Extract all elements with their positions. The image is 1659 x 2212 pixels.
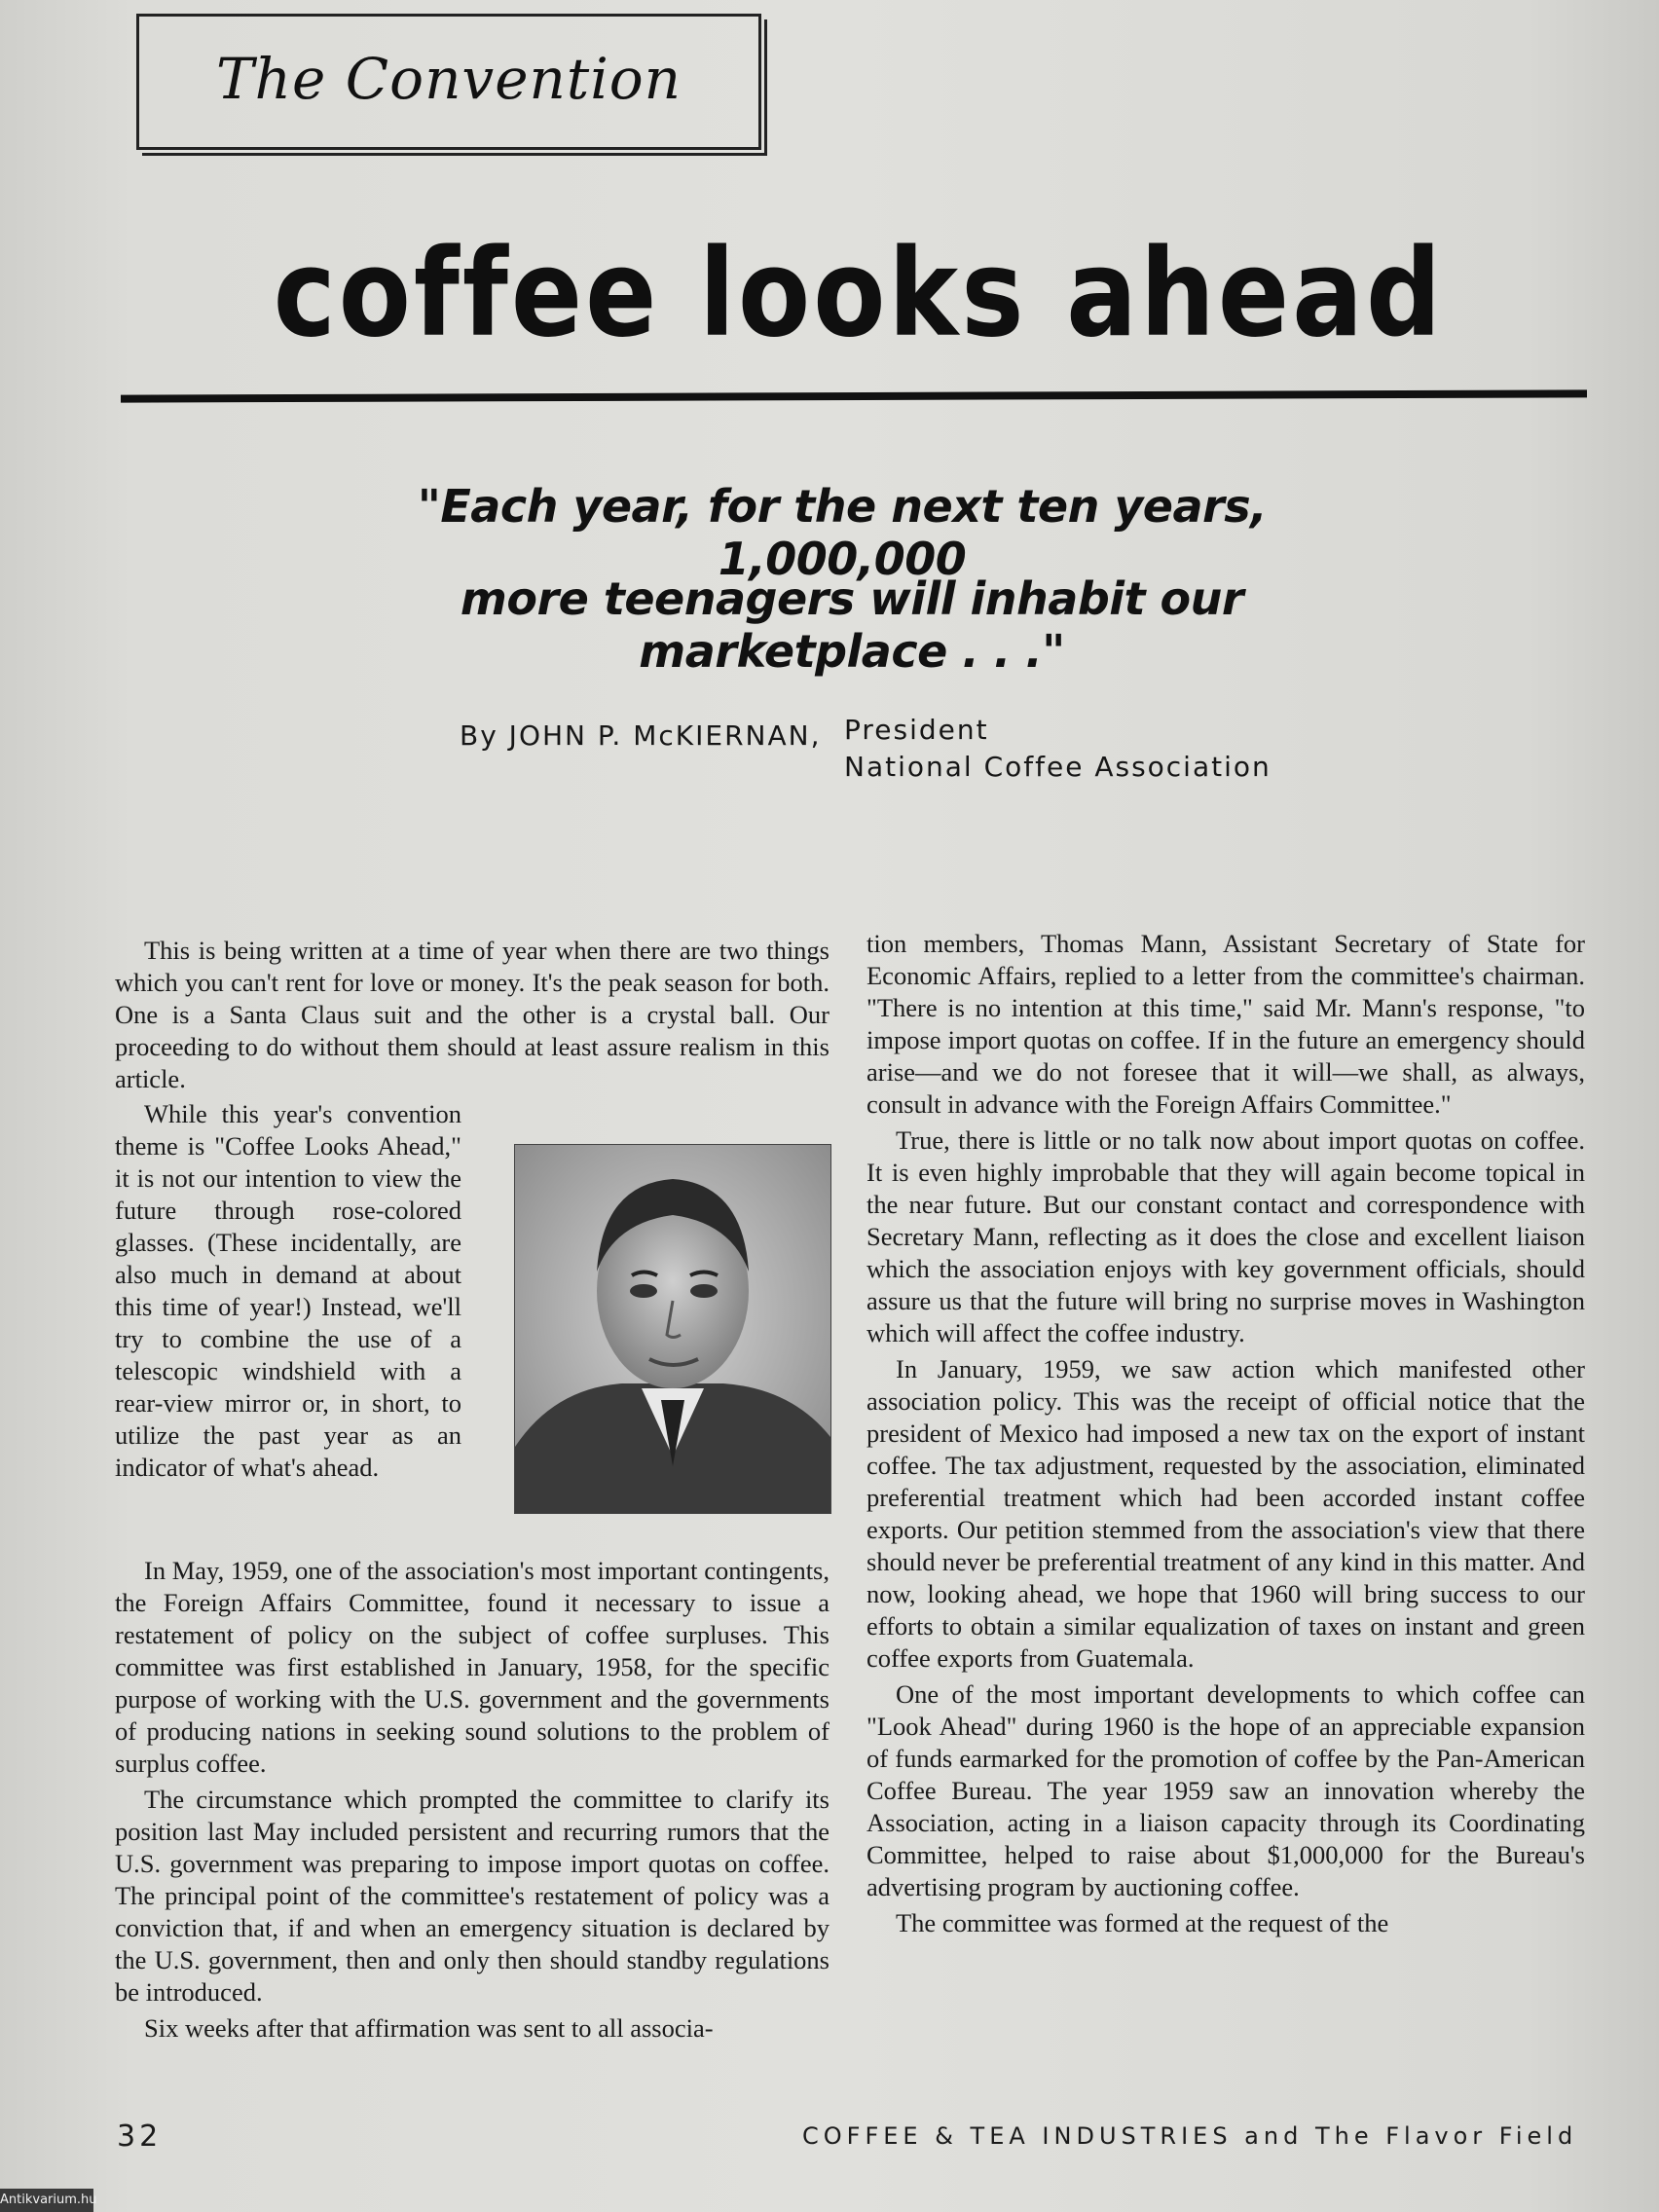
article-column-left-wrap	[115, 1098, 461, 1484]
article-paragraph: The committee was formed at the request of the	[896, 1908, 1389, 1937]
magazine-footer: COFFEE & TEA INDUSTRIES and The Flavor Field	[802, 2122, 1578, 2150]
site-watermark: Antikvarium.hu	[0, 2189, 93, 2212]
article-column-left-bottom	[115, 1555, 830, 2045]
article-paragraph: In May, 1959, one of the association's most important contingents, the Foreign Affairs Committee, found it necessary to issue a restatement of policy on the subject of coffee surpluses. This committee was first established in January, 1958, for the specific purpose of working with the U.S. government and the governments of producing nations in seeking sound solutions to the problem of surplus coffee.	[115, 1556, 830, 1778]
byline-author: By JOHN P. McKIERNAN,	[460, 719, 822, 752]
article-paragraph: This is being written at a time of year when there are two things which you can't rent for love or money. It's the peak season for both. One is a Santa Claus suit and the other is a crystal ball. Our proceeding to do without them should at least assure realism in this article.	[115, 936, 830, 1093]
author-portrait-photo	[514, 1144, 831, 1514]
article-paragraph: Six weeks after that affirmation was sent to all associa-	[144, 2013, 714, 2043]
pull-quote-line-2: more teenagers will inhabit our marketplace . . ."	[460, 572, 1244, 678]
section-label-box	[136, 14, 761, 150]
byline-role	[844, 712, 1272, 786]
byline-organization: National Coffee Association	[844, 751, 1272, 783]
article-paragraph: The circumstance which prompted the committee to clarify its position last May included persistent and recurring rumors that the U.S. government was preparing to impose import quotas on coffee. The principal point of the committee's restatement of policy was a conviction that, if and when an emergency situation is declared by the U.S. government, then and only then should standby regulations be introduced.	[115, 1785, 830, 2007]
article-column-left-top	[115, 935, 830, 1095]
article-headline: coffee looks ahead	[273, 224, 1445, 364]
headline-rule	[121, 389, 1587, 402]
page-number: 32	[117, 2120, 163, 2154]
byline-title: President	[844, 714, 989, 746]
article-paragraph: tion members, Thomas Mann, Assistant Secretary of State for Economic Affairs, replied to a letter from the committee's chairman. "There is no intention at this time," said Mr. Mann's response, "to impose import quotas on coffee. If in the future an emergency should arise—and we do not foresee that it will—we shall, as always, consult in advance with the Foreign Affairs Committee."	[866, 929, 1585, 1119]
pull-quote-line-1: "Each year, for the next ten years, 1,000,000	[417, 480, 1268, 585]
portrait-illustration	[515, 1145, 830, 1513]
article-paragraph: One of the most important developments to which coffee can "Look Ahead" during 1960 is the hope of an appreciable expansion of funds earmarked for the promotion of coffee by the Pan-American Coffee Bureau. The year 1959 saw an innovation whereby the Association, acting in a liaison capacity through its Coordinating Committee, helped to raise about $1,000,000 for the Bureau's advertising program by auctioning coffee.	[866, 1679, 1585, 1901]
article-paragraph: While this year's convention theme is "Coffee Looks Ahead," it is not our intention to view the future through rose-colored glasses. (These incidentally, are also much in demand at about this time of year!) Instead, we'll try to combine the use of a telescopic windshield with a rear-view mirror or, in short, to utilize the past year as an indicator of what's ahead.	[115, 1099, 461, 1482]
article-paragraph: True, there is little or no talk now about import quotas on coffee. It is even highly improbable that they will again become topical in the near future. But our constant contact and correspondence with Secretary Mann, reflecting as it does the close and excellent liaison which the association enjoys with key government officials, should assure us that the future will bring no surprise moves in Washington which will affect the coffee industry.	[866, 1125, 1585, 1347]
article-paragraph: In January, 1959, we saw action which manifested other association policy. This was the receipt of official notice that the president of Mexico had imposed a new tax on the export of instant coffee. The tax adjustment, requested by the association, eliminated preferential treatment which had been accorded instant coffee exports. Our petition stemmed from the association's view that there should never be preferential treatment of any kind in this matter. And now, looking ahead, we hope that 1960 will bring success to our efforts to obtain a similar equalization of taxes on instant and green coffee exports from Guatemala.	[866, 1354, 1585, 1673]
article-column-right	[866, 928, 1585, 1939]
section-label: The Convention	[215, 46, 682, 112]
